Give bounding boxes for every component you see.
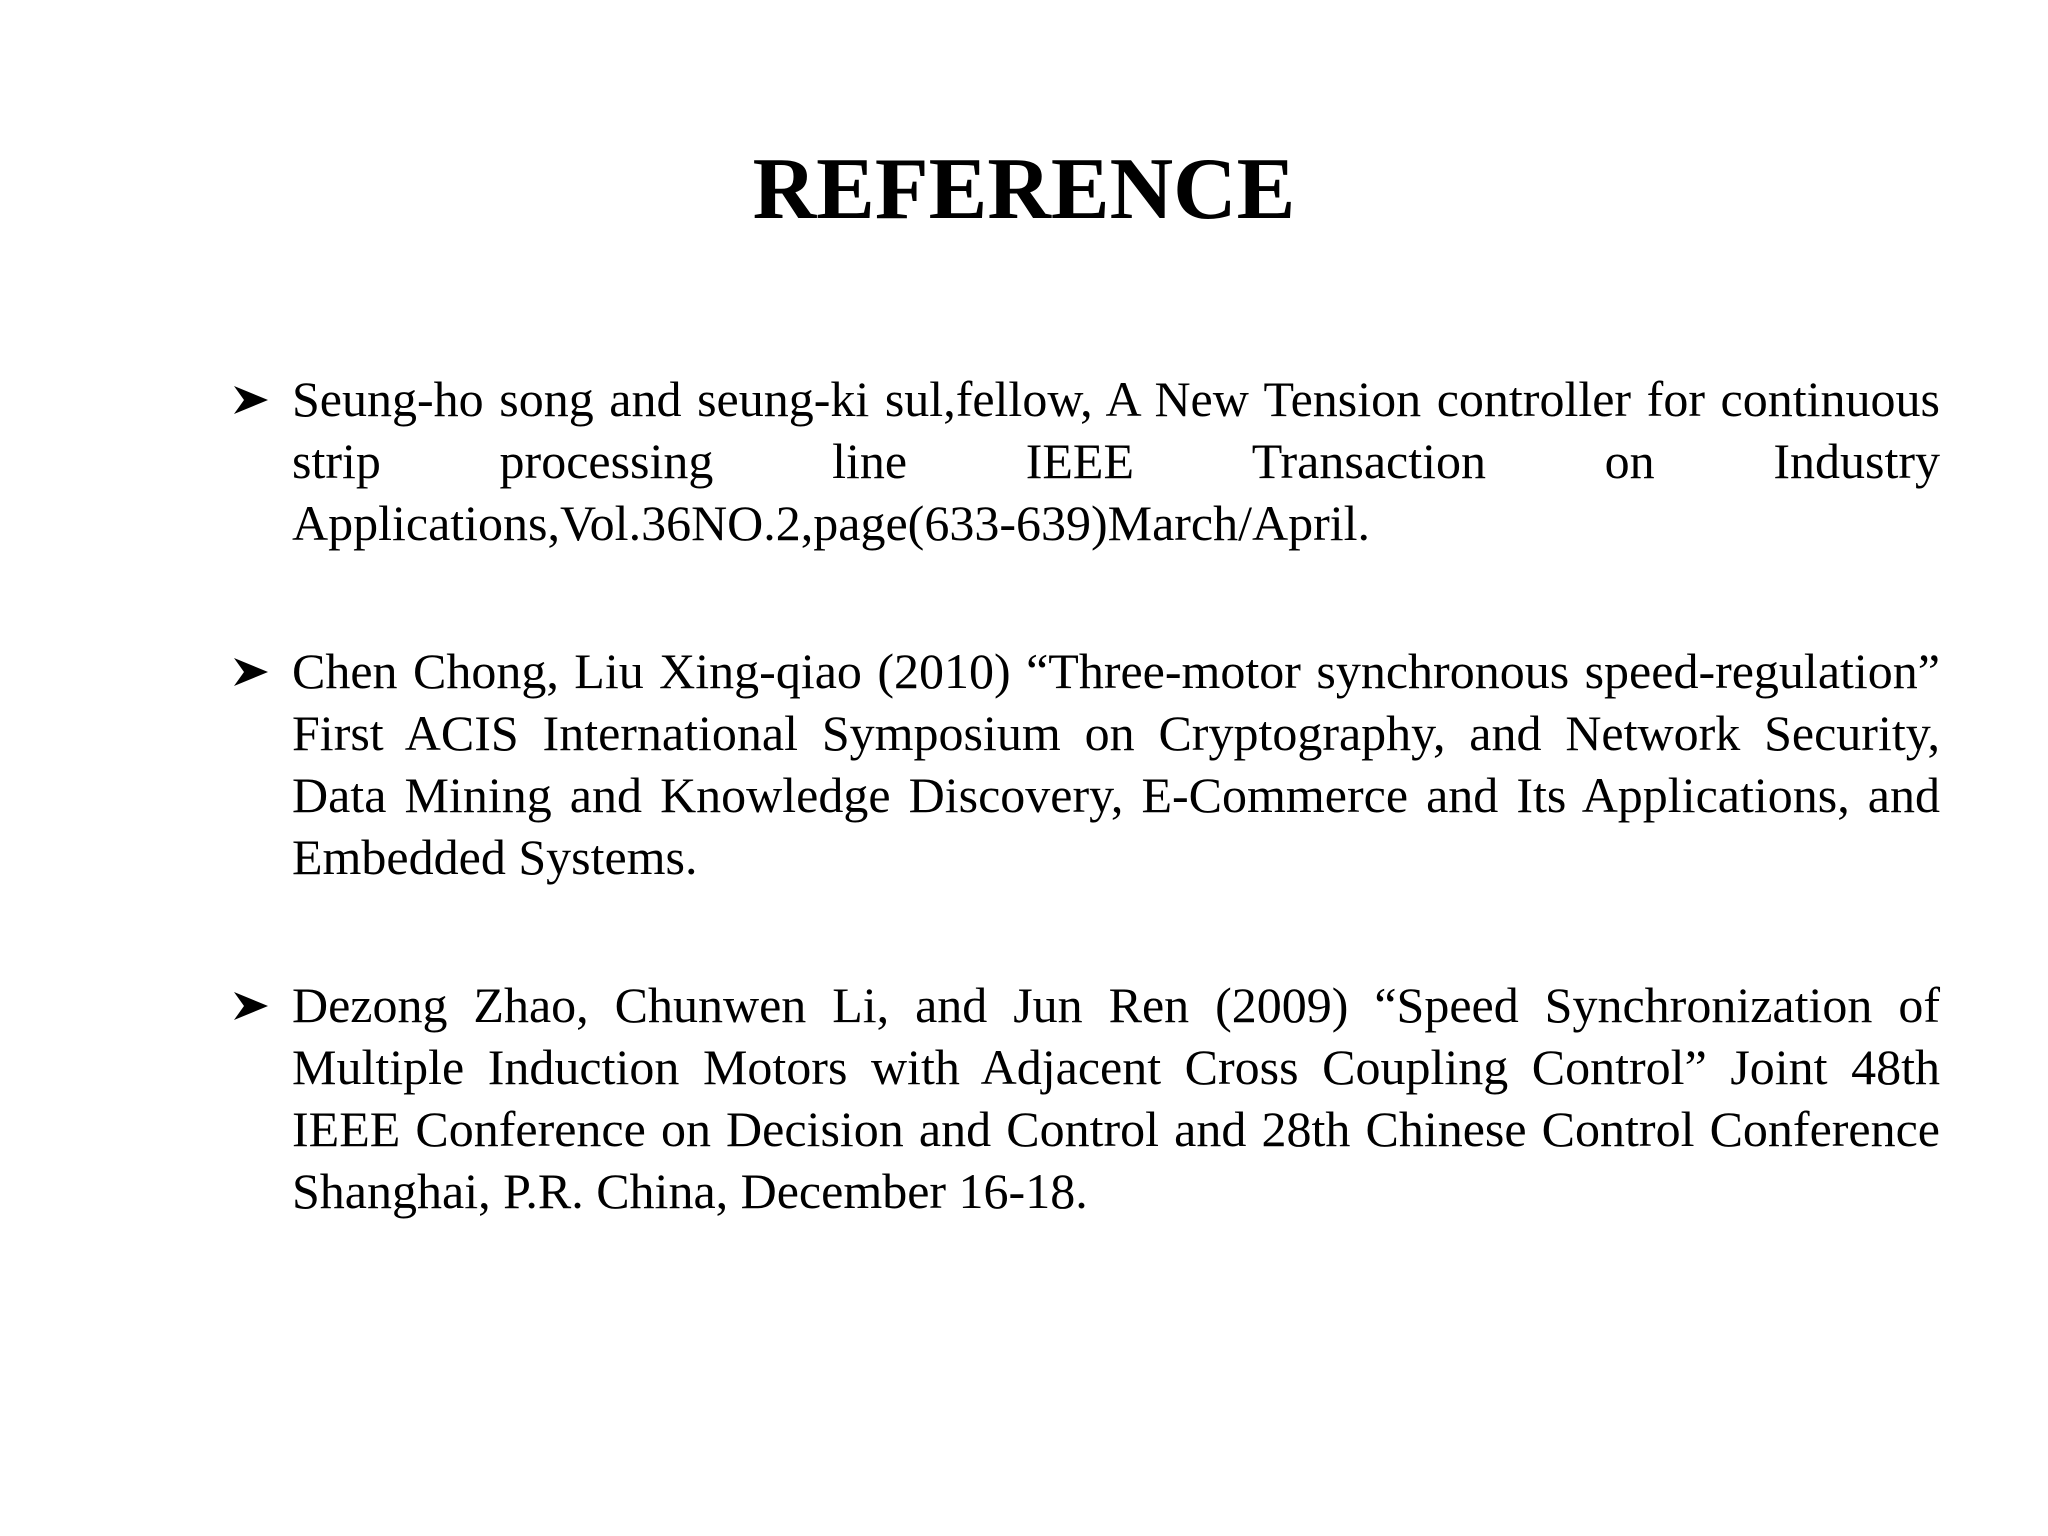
reference-text: Dezong Zhao, Chunwen Li, and Jun Ren (2009) “Speed Synchronization of Multiple Induction Motors with Adjacent Cross Coupling Control” Joint 48th IEEE Conference on Decision and Control and 28th Chinese Control Conference Shanghai, P.R. China, December 16-18. xyxy=(292,977,1940,1219)
reference-list xyxy=(228,368,1940,1222)
arrowhead-bullet-icon xyxy=(228,974,278,1036)
reference-item-1 xyxy=(228,368,1940,554)
slide-title: REFERENCE xyxy=(752,141,1296,238)
reference-text: Seung-ho song and seung-ki sul,fellow, A New Tension controller for continuous strip processing line IEEE Transaction on Industry Applications,Vol.36NO.2,page(633-639)March/April. xyxy=(292,371,1940,551)
reference-item-2 xyxy=(228,640,1940,888)
reference-item-3 xyxy=(228,974,1940,1222)
reference-text: Chen Chong, Liu Xing-qiao (2010) “Three-motor synchronous speed-regulation” First ACIS International Symposium on Cryptography, and Network Security, Data Mining and Knowledge Discovery, E-Commerce and Its Applications, and Embedded Systems. xyxy=(292,643,1940,885)
arrowhead-bullet-icon xyxy=(228,368,278,430)
arrowhead-bullet-icon xyxy=(228,640,278,702)
